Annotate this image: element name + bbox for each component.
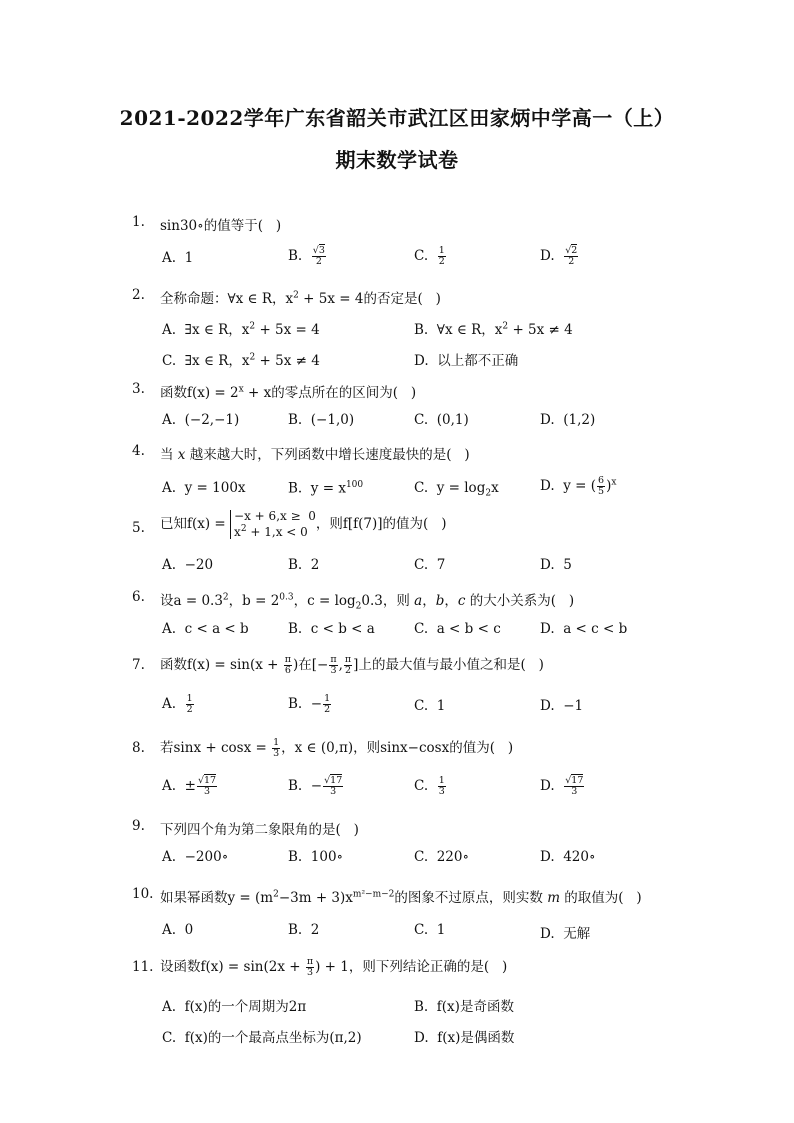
option-b: B. f(x)是奇函数 (414, 999, 514, 1015)
option-c: C. 1 (414, 922, 446, 938)
option-c: C. f(x)的一个最高点坐标为(π,2) (162, 1030, 362, 1046)
option-d: D. $\frac{√17}{3}$ (540, 775, 584, 797)
question-number: 4. (132, 443, 145, 459)
exam-title-line1: 2021-2022学年广东省韶关市武江区田家炳中学高一（上） (119, 106, 675, 130)
question-stem: 下列四个角为第二象限角的是( ) (160, 822, 359, 838)
option-c: C. 1 (414, 698, 446, 714)
question-stem: 当 x 越来越大时，下列函数中增长速度最快的是( ) (160, 447, 470, 463)
option-d: D. 以上都不正确 (414, 353, 519, 369)
question-stem: 若sinx + cosx = $\frac{1}{3}$ ，x ∈ (0,π)，则sinx−cosx的值为( ) (160, 737, 514, 759)
question-stem: 设$a = 0.3^2$，$b = 2^{0.3}$，$c = \log_20.3$，则 a，b，c 的大小关系为( ) (160, 592, 575, 612)
option-a: A. c < a < b (162, 621, 249, 637)
option-a: A. y = 100x (162, 480, 246, 496)
question-stem: 已知f(x) = −x + 6,x ≥ 0 $x^2 + 1,x < 0$ ，则f[f(7)]的值为( ) (160, 509, 447, 539)
question-stem: 设函数f(x) = sin(2x + $\frac{\pi}{3}$ ) + 1，则下列结论正确的是( ) (160, 956, 508, 978)
option-c: C. $\frac{1}{2}$ (414, 245, 445, 267)
option-c: C. $\frac{1}{3}$ (414, 775, 445, 797)
question-number: 7. (132, 657, 145, 673)
option-b: B. $y = x^{100}$ (288, 480, 364, 497)
option-d: D. 420∘ (540, 849, 596, 865)
question-number: 9. (132, 818, 145, 834)
option-a: A. (−2,−1) (162, 412, 240, 428)
question-stem: 函数f(x) = sin(x + $\frac{\pi}{6}$ )在[− $\frac{\pi}{3}$ , $\frac{\pi}{2}$ ]上的最大值与最小值之和是( ) (160, 654, 544, 676)
question-number: 3. (132, 381, 145, 397)
option-d: D. $\frac{√2}{2}$ (540, 245, 578, 267)
option-a: A. −20 (162, 557, 214, 573)
option-d: D. f(x)是偶函数 (414, 1030, 515, 1046)
option-c: C. 220∘ (414, 849, 470, 865)
option-a: A. $\frac{1}{2}$ (162, 693, 193, 715)
option-d: D. y = ( $\frac{6}{5}$ )$^x$ (540, 475, 617, 497)
option-a: A. ± $\frac{√17}{3}$ (162, 775, 217, 797)
option-b: B. $\frac{√3}{2}$ (288, 245, 325, 267)
question-number: 11. (132, 959, 154, 975)
option-c: C. (0,1) (414, 412, 469, 428)
question-stem: sin30∘的值等于( ) (160, 218, 282, 234)
question-number: 2. (132, 287, 145, 303)
option-d: D. 无解 (540, 926, 591, 942)
option-a: A. 0 (162, 922, 194, 938)
option-b: B. c < b < a (288, 621, 375, 637)
option-c: C. a < b < c (414, 621, 501, 637)
question-number: 10. (132, 886, 154, 902)
option-b: B. 2 (288, 922, 320, 938)
option-a: A. 1 (162, 250, 194, 266)
option-b: B. 2 (288, 557, 320, 573)
question-number: 6. (132, 589, 145, 605)
question-number: 1. (132, 214, 145, 230)
option-d: D. a < c < b (540, 621, 628, 637)
option-b: B. ∀x ∈ R，$x^2 + 5x \ne 4$ (414, 321, 573, 338)
option-a: A. f(x)的一个周期为2π (162, 999, 307, 1015)
option-c: C. $y = \log_2x$ (414, 480, 499, 499)
option-b: B. (−1,0) (288, 412, 355, 428)
option-b: B. − $\frac{1}{2}$ (288, 693, 331, 715)
question-number: 5. (132, 520, 145, 536)
option-b: B. − $\frac{√17}{3}$ (288, 775, 343, 797)
question-stem: 函数$f(x) = 2^x + x$的零点所在的区间为( ) (160, 384, 417, 401)
option-d: D. (1,2) (540, 412, 596, 428)
option-d: D. 5 (540, 557, 572, 573)
question-number: 8. (132, 740, 145, 756)
question-stem: 如果幂函数$y = (m^2-3m + 3)x^{m^2-m-2}$的图象不过原点，则实数 m 的取值为( ) (160, 889, 642, 906)
option-c: C. ∃x ∈ R，$x^2 + 5x \ne 4$ (162, 352, 320, 369)
question-stem: 全称命题：∀x ∈ R，$x^2 + 5x = 4$的否定是( ) (160, 290, 441, 307)
option-b: B. 100∘ (288, 849, 344, 865)
option-d: D. −1 (540, 698, 584, 714)
option-c: C. 7 (414, 557, 446, 573)
option-a: A. −200∘ (162, 849, 229, 865)
option-a: A. ∃x ∈ R，$x^2 + 5x = 4$ (162, 321, 320, 338)
exam-title-line2: 期末数学试卷 (335, 148, 459, 172)
